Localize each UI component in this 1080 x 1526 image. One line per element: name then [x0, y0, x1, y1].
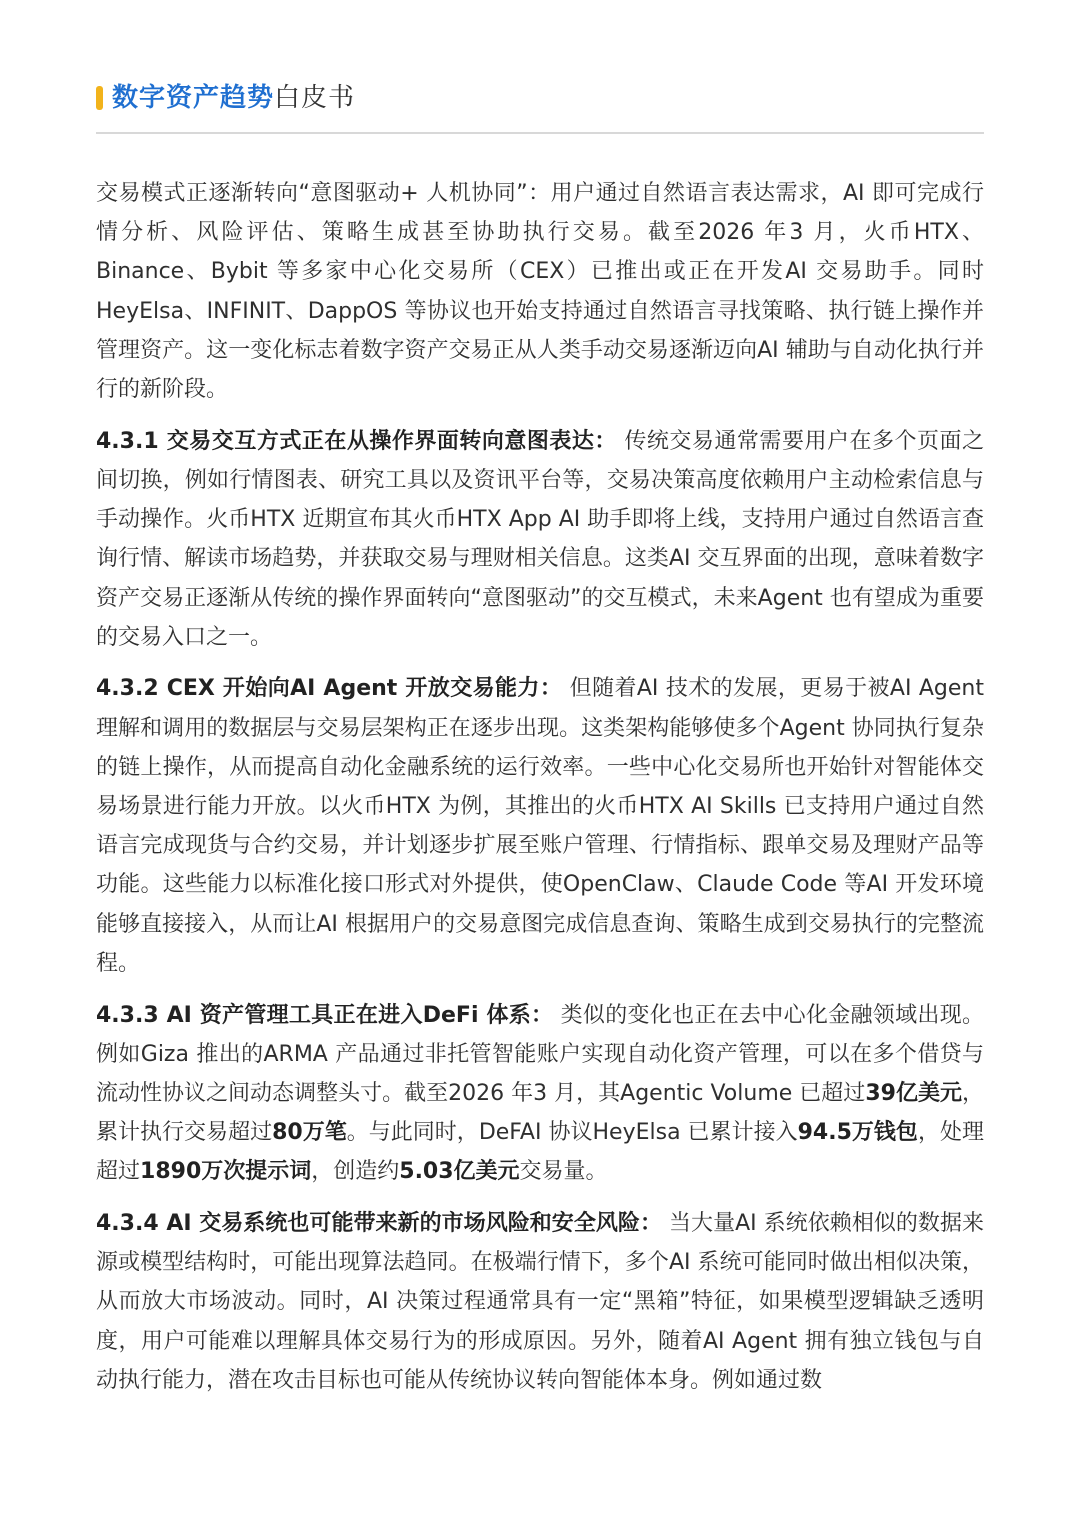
- header-title-rest: 白皮书: [274, 83, 356, 113]
- section-4-3-2: [96, 669, 984, 983]
- section-text: 类似的变化也正在去中心化金融领域出现。例如Giza 推出的ARMA 产品通过非托管智能账户实现自动化资产管理，可以在多个借贷与流动性协议之间动态调整头寸。截至2026 年3 月，其Agentic Volume 已超过: [96, 1002, 984, 1106]
- body-content: [96, 174, 984, 1413]
- section-heading: 4.3.2 CEX 开始向AI Agent 开放交易能力：: [96, 676, 563, 702]
- section-text: ，累计执行交易超过: [96, 1080, 984, 1146]
- page-header: [96, 80, 984, 134]
- section-4-3-1: [96, 422, 984, 657]
- section-text: 当大量AI 系统依赖相似的数据来源或模型结构时，可能出现算法趋同。在极端行情下，多个AI 系统可能同时做出相似决策，从而放大市场波动。同时，AI 决策过程通常具有一定“黑箱”特征，如果模型逻辑缺乏透明度，用户可能难以理解具体交易行为的形成原因。另外，随着AI Agent 拥有独立钱包与自动执行能力，潜在攻击目标也可能从传统协议转向智能体本身。例如通过数: [96, 1211, 985, 1393]
- section-4-3-4: [96, 1204, 984, 1400]
- section-text: 传统交易通常需要用户在多个页面之间切换，例如行情图表、研究工具以及资讯平台等，交易决策高度依赖用户主动检索信息与手动操作。火币HTX 近期宣布其火币HTX App AI 助手即将上线，支持用户通过自然语言查询行情、解读市场趋势，并获取交易与理财相关信息。这类AI 交互界面的出现，意味着数字资产交易正逐渐从传统的操作界面转向“意图驱动”的交互模式，未来Agent 也有望成为重要的交易入口之一。: [96, 428, 984, 650]
- intro-paragraph: 交易模式正逐渐转向“意图驱动+ 人机协同”：用户通过自然语言表达需求，AI 即可完成行情分析、风险评估、策略生成甚至协助执行交易。截至2026 年3 月，火币HTX、Binance、Bybit 等多家中心化交易所（CEX）已推出或正在开发AI 交易助手。同时HeyElsa、INFINIT、DappOS 等协议也开始支持通过自然语言寻找策略、执行链上操作并管理资产。这一变化标志着数字资产交易正从人类手动交易逐渐迈向AI 辅助与自动化执行并行的新阶段。: [96, 181, 984, 403]
- header-accent-bar: [96, 86, 103, 110]
- section-heading: 4.3.1 交易交互方式正在从操作界面转向意图表达：: [96, 428, 617, 454]
- header-title-bold: 数字资产趋势: [112, 83, 275, 113]
- section-heading: 4.3.4 AI 交易系统也可能带来新的市场风险和安全风险：: [96, 1211, 662, 1237]
- section-text: ，处理超过: [96, 1120, 984, 1185]
- section-text: 。与此同时，DeFAI 协议HeyElsa 已累计接入: [346, 1120, 798, 1146]
- section-heading: 4.3.3 AI 资产管理工具正在进入DeFi 体系：: [96, 1002, 554, 1028]
- header-title: [112, 80, 355, 116]
- highlight-value: 94.5万钱包: [797, 1120, 918, 1146]
- highlight-value: 39亿美元: [865, 1080, 962, 1106]
- section-text: 交易量。: [519, 1159, 608, 1185]
- section-4-3-3: [96, 996, 984, 1192]
- section-text: ，创造约: [311, 1159, 400, 1185]
- section-text: 但随着AI 技术的发展，更易于被AI Agent 理解和调用的数据层与交易层架构正在逐步出现。这类架构能够使多个Agent 协同执行复杂的链上操作，从而提高自动化金融系统的运行效率。一些中心化交易所也开始针对智能体交易场景进行能力开放。以火币HTX 为例，其推出的火币HTX AI Skills 已支持用户通过自然语言完成现货与合约交易，并计划逐步扩展至账户管理、行情指标、跟单交易及理财产品等功能。这些能力以标准化接口形式对外提供，使OpenClaw、Claude Code 等AI 开发环境能够直接接入，从而让AI 根据用户的交易意图完成信息查询、策略生成到交易执行的完整流程。: [96, 676, 984, 976]
- highlight-value: 80万笔: [272, 1120, 347, 1146]
- highlight-value: 1890万次提示词: [140, 1159, 312, 1185]
- highlight-value: 5.03亿美元: [399, 1159, 520, 1185]
